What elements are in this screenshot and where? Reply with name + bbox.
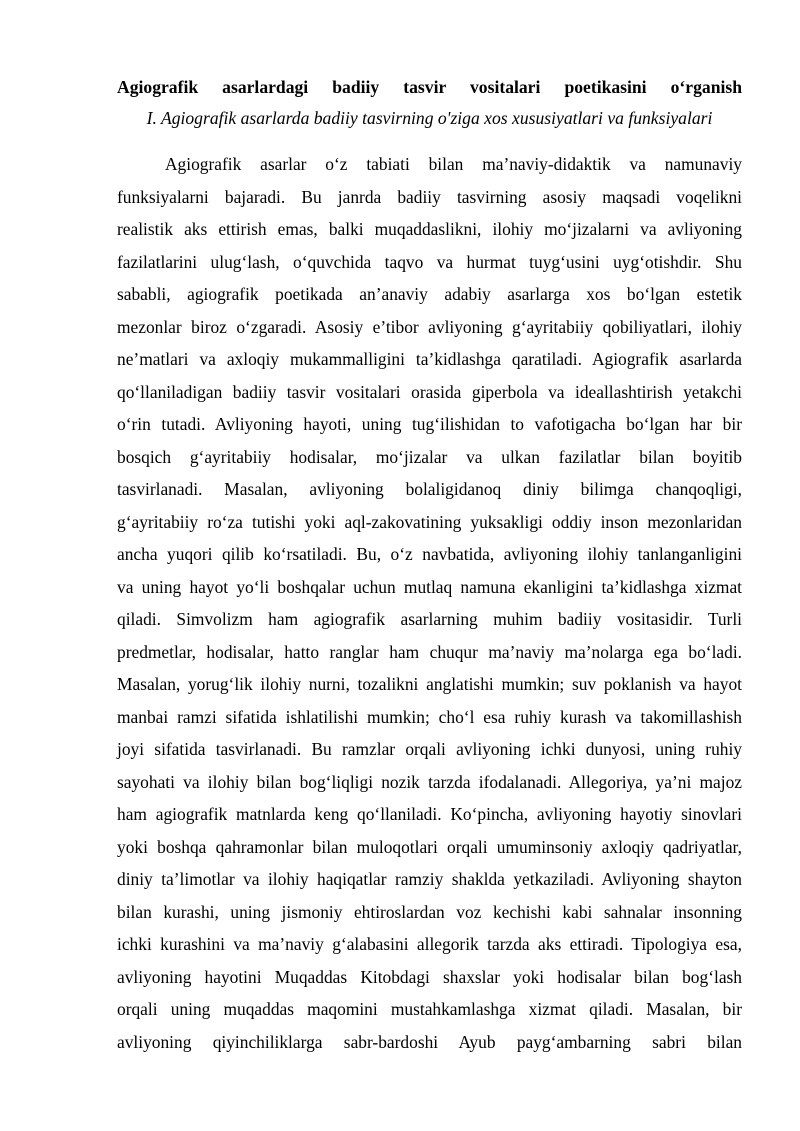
body-line: diniy ta’limotlar va ilohiy haqiqatlar ramziy shaklda yetkaziladi. Avliyoning shayton — [117, 869, 742, 889]
body-line: ham agiografik matnlarda keng qo‘llaniladi. Ko‘pincha, avliyoning hayotiy sinovlari — [117, 804, 742, 824]
body-line: fazilatlarini ulug‘lash, o‘quvchida taqvo va hurmat tuyg‘usini uyg‘otishdir. Shu — [117, 251, 742, 272]
body-line: tasvirlanadi. Masalan, avliyoning bolaligidanoq diniy bilimga chanqoqligi, — [117, 479, 742, 499]
body-line: realistik aks ettirish emas, balki muqaddaslikni, ilohiy mo‘jizalarni va avliyoning — [117, 219, 742, 239]
body-line: ancha yuqori qilib ko‘rsatiladi. Bu, o‘z navbatida, avliyoning ilohiy tanlanganligini — [117, 544, 742, 564]
body-line: mezonlar biroz o‘zgaradi. Asosiy e’tibor avliyoning g‘ayritabiiy qobiliyatlari, ilohiy — [117, 316, 742, 337]
document-title: Agiografik asarlardagi badiiy tasvir vositalari poetikasini o‘rganish — [117, 77, 742, 97]
body-line: funksiyalarni bajaradi. Bu janrda badiiy tasvirning asosiy maqsadi voqelikni — [117, 186, 742, 207]
body-line: predmetlar, hodisalar, hatto ranglar ham chuqur ma’naviy ma’nolarga ega bo‘ladi. — [117, 641, 742, 662]
body-line: bilan kurashi, uning jismoniy ehtiroslardan voz kechishi kabi sahnalar insonning — [117, 901, 742, 922]
body-line: bosqich g‘ayritabiiy hodisalar, mo‘jizalar va ulkan fazilatlar bilan boyitib — [117, 446, 742, 467]
body-line: Agiografik asarlar o‘z tabiati bilan ma’naviy-didaktik va namunaviy — [165, 154, 742, 174]
body-line: Masalan, yorug‘lik ilohiy nurni, tozalikni anglatishi mumkin; suv poklanish va hayot — [117, 674, 742, 694]
body-line: ne’matlari va axloqiy mukammalligini ta’kidlashga qaratiladi. Agiografik asarlarda — [117, 349, 742, 369]
body-line: qiladi. Simvolizm ham agiografik asarlarning muhim badiiy vositasidir. Turli — [117, 609, 742, 629]
body-line: ichki kurashini va ma’naviy g‘alabasini allegorik tarzda aks ettiradi. Tipologiya esa, — [117, 934, 742, 954]
body-line: joyi sifatida tasvirlanadi. Bu ramzlar orqali avliyoning ichki dunyosi, uning ruhiy — [117, 739, 742, 759]
body-paragraph — [117, 151, 742, 1061]
body-line: va uning hayot yo‘li boshqalar uchun mutlaq namuna ekanligini ta’kidlashga xizmat — [117, 576, 742, 597]
body-line: g‘ayritabiiy ro‘za tutishi yoki aql-zakovatining yuksakligi oddiy inson mezonlaridan — [117, 511, 742, 532]
body-line: sababli, agiografik poetikada an’anaviy adabiy asarlarga xos bo‘lgan estetik — [117, 284, 742, 304]
section-heading: I. Agiografik asarlarda badiiy tasvirning o'ziga xos xususiyatlari va funksiyalari — [146, 108, 713, 128]
body-line: avliyoning qiyinchiliklarga sabr-bardoshi Ayub payg‘ambarning sabri bilan — [117, 1031, 742, 1052]
body-line: avliyoning hayotini Muqaddas Kitobdagi shaxslar yoki hodisalar bilan bog‘lash — [117, 966, 742, 987]
body-line: sayohati va ilohiy bilan bog‘liqligi nozik tarzda ifodalanadi. Allegoriya, ya’ni majoz — [117, 771, 742, 792]
body-line: o‘rin tutadi. Avliyoning hayoti, uning tug‘ilishidan to vafotigacha bo‘lgan har bir — [117, 414, 742, 434]
body-line: qo‘llaniladigan badiiy tasvir vositalari orasida giperbola va ideallashtirish yetakchi — [117, 381, 742, 402]
body-line: orqali uning muqaddas maqomini mustahkamlashga xizmat qiladi. Masalan, bir — [117, 999, 742, 1019]
body-line: yoki boshqa qahramonlar bilan muloqotlari orqali umuminsoniy axloqiy qadriyatlar, — [117, 836, 742, 857]
body-line: manbai ramzi sifatida ishlatilishi mumkin; cho‘l esa ruhiy kurash va takomillashish — [117, 706, 742, 727]
